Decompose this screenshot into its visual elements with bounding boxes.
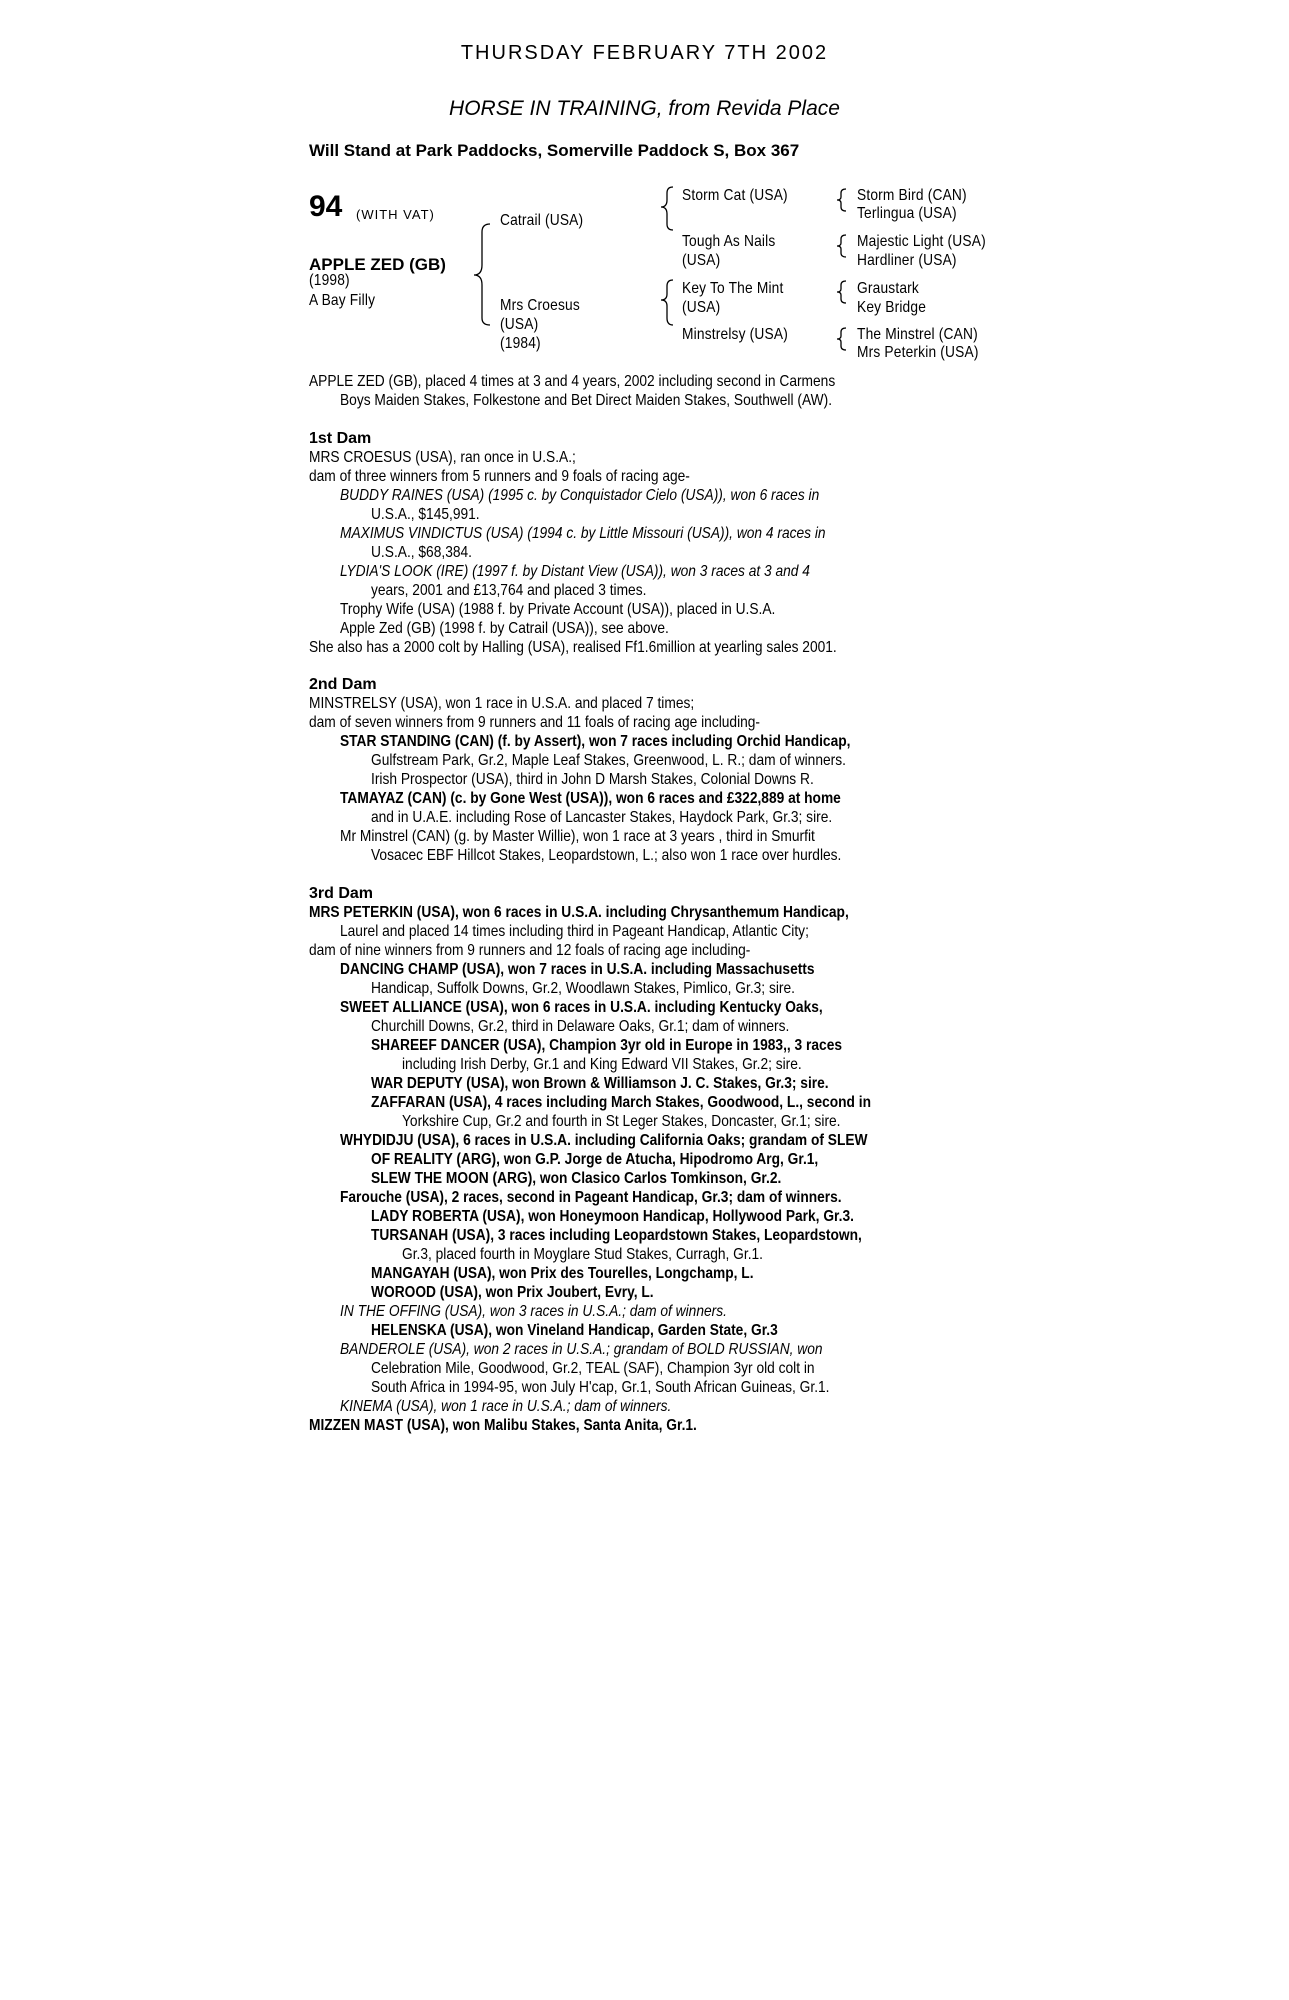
pedigree-g3-3a: Graustark <box>857 280 919 297</box>
pedigree-g2-4: Minstrelsy (USA) <box>682 326 788 343</box>
pedigree-g2-2a: Tough As Nails <box>682 233 776 250</box>
pedigree-g3-2b: Hardliner (USA) <box>857 252 957 269</box>
second-dam-line: dam of seven winners from 9 runners and 11 foals of racing age including- <box>309 714 761 731</box>
sale-date-header: THURSDAY FEBRUARY 7TH 2002 <box>460 42 829 64</box>
pedigree-dam-country: (USA) <box>500 316 539 333</box>
third-dam-line: IN THE OFFING (USA), won 3 races in U.S.A.; dam of winners. <box>340 1303 727 1320</box>
first-dam-line: years, 2001 and £13,764 and placed 3 times. <box>371 582 647 599</box>
horse-description: A Bay Filly <box>309 292 376 309</box>
third-dam-line: MIZZEN MAST (USA), won Malibu Stakes, Santa Anita, Gr.1. <box>309 1417 697 1434</box>
third-dam-line: SWEET ALLIANCE (USA), won 6 races in U.S.A. including Kentucky Oaks, <box>340 999 823 1016</box>
third-dam-line: TURSANAH (USA), 3 races including Leopardstown Stakes, Leopardstown, <box>371 1227 862 1244</box>
horse-name: APPLE ZED (GB) <box>309 255 446 274</box>
second-dam-line: and in U.A.E. including Rose of Lancaster Stakes, Haydock Park, Gr.3; sire. <box>371 809 833 826</box>
first-dam-line: dam of three winners from 5 runners and 9 foals of racing age- <box>309 468 690 485</box>
third-dam-line: Laurel and placed 14 times including third in Pageant Handicap, Atlantic City; <box>340 923 809 940</box>
third-dam-line: DANCING CHAMP (USA), won 7 races in U.S.A. including Massachusetts <box>340 961 815 978</box>
first-dam-line: MAXIMUS VINDICTUS (USA) (1994 c. by Little Missouri (USA)), won 4 races in <box>340 525 826 542</box>
pedigree-g3-2a: Majestic Light (USA) <box>857 233 986 250</box>
pedigree-g2-1: Storm Cat (USA) <box>682 187 788 204</box>
third-dam-line: Churchill Downs, Gr.2, third in Delaware Oaks, Gr.1; dam of winners. <box>371 1018 790 1035</box>
second-dam-line: Irish Prospector (USA), third in John D Marsh Stakes, Colonial Downs R. <box>371 771 814 788</box>
first-dam-line: MRS CROESUS (USA), ran once in U.S.A.; <box>309 449 576 466</box>
lot-subtitle: HORSE IN TRAINING, from Revida Place <box>449 97 840 120</box>
first-dam-line: Apple Zed (GB) (1998 f. by Catrail (USA)), see above. <box>340 620 669 637</box>
second-dam-line: Mr Minstrel (CAN) (g. by Master Willie), won 1 race at 3 years , third in Smurfit <box>340 828 815 845</box>
third-dam-line: SHAREEF DANCER (USA), Champion 3yr old in Europe in 1983,, 3 races <box>371 1037 842 1054</box>
third-dam-line: Yorkshire Cup, Gr.2 and fourth in St Leger Stakes, Doncaster, Gr.1; sire. <box>402 1113 841 1130</box>
second-dam-line: MINSTRELSY (USA), won 1 race in U.S.A. and placed 7 times; <box>309 695 695 712</box>
third-dam-line: BANDEROLE (USA), won 2 races in U.S.A.; grandam of BOLD RUSSIAN, won <box>340 1341 823 1358</box>
third-dam-line: SLEW THE MOON (ARG), won Clasico Carlos Tomkinson, Gr.2. <box>371 1170 782 1187</box>
pedigree-g2-3a: Key To The Mint <box>682 280 784 297</box>
third-dam-heading: 3rd Dam <box>309 885 374 902</box>
summary-line: Boys Maiden Stakes, Folkestone and Bet Direct Maiden Stakes, Southwell (AW). <box>340 392 833 409</box>
second-dam-line: TAMAYAZ (CAN) (c. by Gone West (USA)), won 6 races and £322,889 at home <box>340 790 841 807</box>
vat-note: (WITH VAT) <box>356 207 435 222</box>
third-dam-line: South Africa in 1994-95, won July H'cap, Gr.1, South African Guineas, Gr.1. <box>371 1379 830 1396</box>
pedigree-dam-year: (1984) <box>500 335 541 352</box>
third-dam-line: Celebration Mile, Goodwood, Gr.2, TEAL (SAF), Champion 3yr old colt in <box>371 1360 815 1377</box>
first-dam-line: Trophy Wife (USA) (1988 f. by Private Account (USA)), placed in U.S.A. <box>340 601 776 618</box>
third-dam-line: MANGAYAH (USA), won Prix des Tourelles, Longchamp, L. <box>371 1265 754 1282</box>
first-dam-line: U.S.A., $145,991. <box>371 506 480 523</box>
second-dam-line: STAR STANDING (CAN) (f. by Assert), won 7 races including Orchid Handicap, <box>340 733 851 750</box>
pedigree-dam-name: Mrs Croesus <box>500 297 580 314</box>
pedigree-g3-4a: The Minstrel (CAN) <box>857 326 978 343</box>
summary-line: APPLE ZED (GB), placed 4 times at 3 and 4 years, 2002 including second in Carmens <box>309 373 836 390</box>
second-dam-heading: 2nd Dam <box>309 676 377 693</box>
pedigree-g3-1a: Storm Bird (CAN) <box>857 187 967 204</box>
first-dam-line: LYDIA'S LOOK (IRE) (1997 f. by Distant View (USA)), won 3 races at 3 and 4 <box>340 563 810 580</box>
third-dam-line: ZAFFARAN (USA), 4 races including March Stakes, Goodwood, L., second in <box>371 1094 872 1111</box>
first-dam-line: She also has a 2000 colt by Halling (USA), realised Ff1.6million at yearling sales 2001. <box>309 639 837 656</box>
second-dam-line: Vosacec EBF Hillcot Stakes, Leopardstown, L.; also won 1 race over hurdles. <box>371 847 842 864</box>
third-dam-line: including Irish Derby, Gr.1 and King Edward VII Stakes, Gr.2; sire. <box>402 1056 802 1073</box>
third-dam-line: HELENSKA (USA), won Vineland Handicap, Garden State, Gr.3 <box>371 1322 778 1339</box>
third-dam-line: WAR DEPUTY (USA), won Brown & Williamson J. C. Stakes, Gr.3; sire. <box>371 1075 829 1092</box>
third-dam-line: LADY ROBERTA (USA), won Honeymoon Handicap, Hollywood Park, Gr.3. <box>371 1208 854 1225</box>
lot-number: 94 <box>309 190 343 223</box>
third-dam-line: Farouche (USA), 2 races, second in Pageant Handicap, Gr.3; dam of winners. <box>340 1189 842 1206</box>
pedigree-g3-3b: Key Bridge <box>857 299 927 316</box>
pedigree-g3-4b: Mrs Peterkin (USA) <box>857 344 979 361</box>
stand-location: Will Stand at Park Paddocks, Somerville Paddock S, Box 367 <box>309 141 800 160</box>
third-dam-line: OF REALITY (ARG), won G.P. Jorge de Atucha, Hipodromo Arg, Gr.1, <box>371 1151 819 1168</box>
pedigree-g3-1b: Terlingua (USA) <box>857 205 957 222</box>
third-dam-line: KINEMA (USA), won 1 race in U.S.A.; dam of winners. <box>340 1398 672 1415</box>
third-dam-line: Gr.3, placed fourth in Moyglare Stud Stakes, Curragh, Gr.1. <box>402 1246 763 1263</box>
first-dam-line: U.S.A., $68,384. <box>371 544 472 561</box>
third-dam-line: Handicap, Suffolk Downs, Gr.2, Woodlawn Stakes, Pimlico, Gr.3; sire. <box>371 980 795 997</box>
horse-year: (1998) <box>309 272 350 289</box>
pedigree-g2-2b: (USA) <box>682 252 721 269</box>
third-dam-line: WOROOD (USA), won Prix Joubert, Evry, L. <box>371 1284 654 1301</box>
third-dam-line: MRS PETERKIN (USA), won 6 races in U.S.A. including Chrysanthemum Handicap, <box>309 904 849 921</box>
pedigree-g2-3b: (USA) <box>682 299 721 316</box>
third-dam-line: dam of nine winners from 9 runners and 12 foals of racing age including- <box>309 942 751 959</box>
pedigree-sire: Catrail (USA) <box>500 212 584 229</box>
third-dam-line: WHYDIDJU (USA), 6 races in U.S.A. including California Oaks; grandam of SLEW <box>340 1132 868 1149</box>
second-dam-line: Gulfstream Park, Gr.2, Maple Leaf Stakes, Greenwood, L. R.; dam of winners. <box>371 752 846 769</box>
first-dam-heading: 1st Dam <box>309 430 372 447</box>
first-dam-line: BUDDY RAINES (USA) (1995 c. by Conquistador Cielo (USA)), won 6 races in <box>340 487 820 504</box>
